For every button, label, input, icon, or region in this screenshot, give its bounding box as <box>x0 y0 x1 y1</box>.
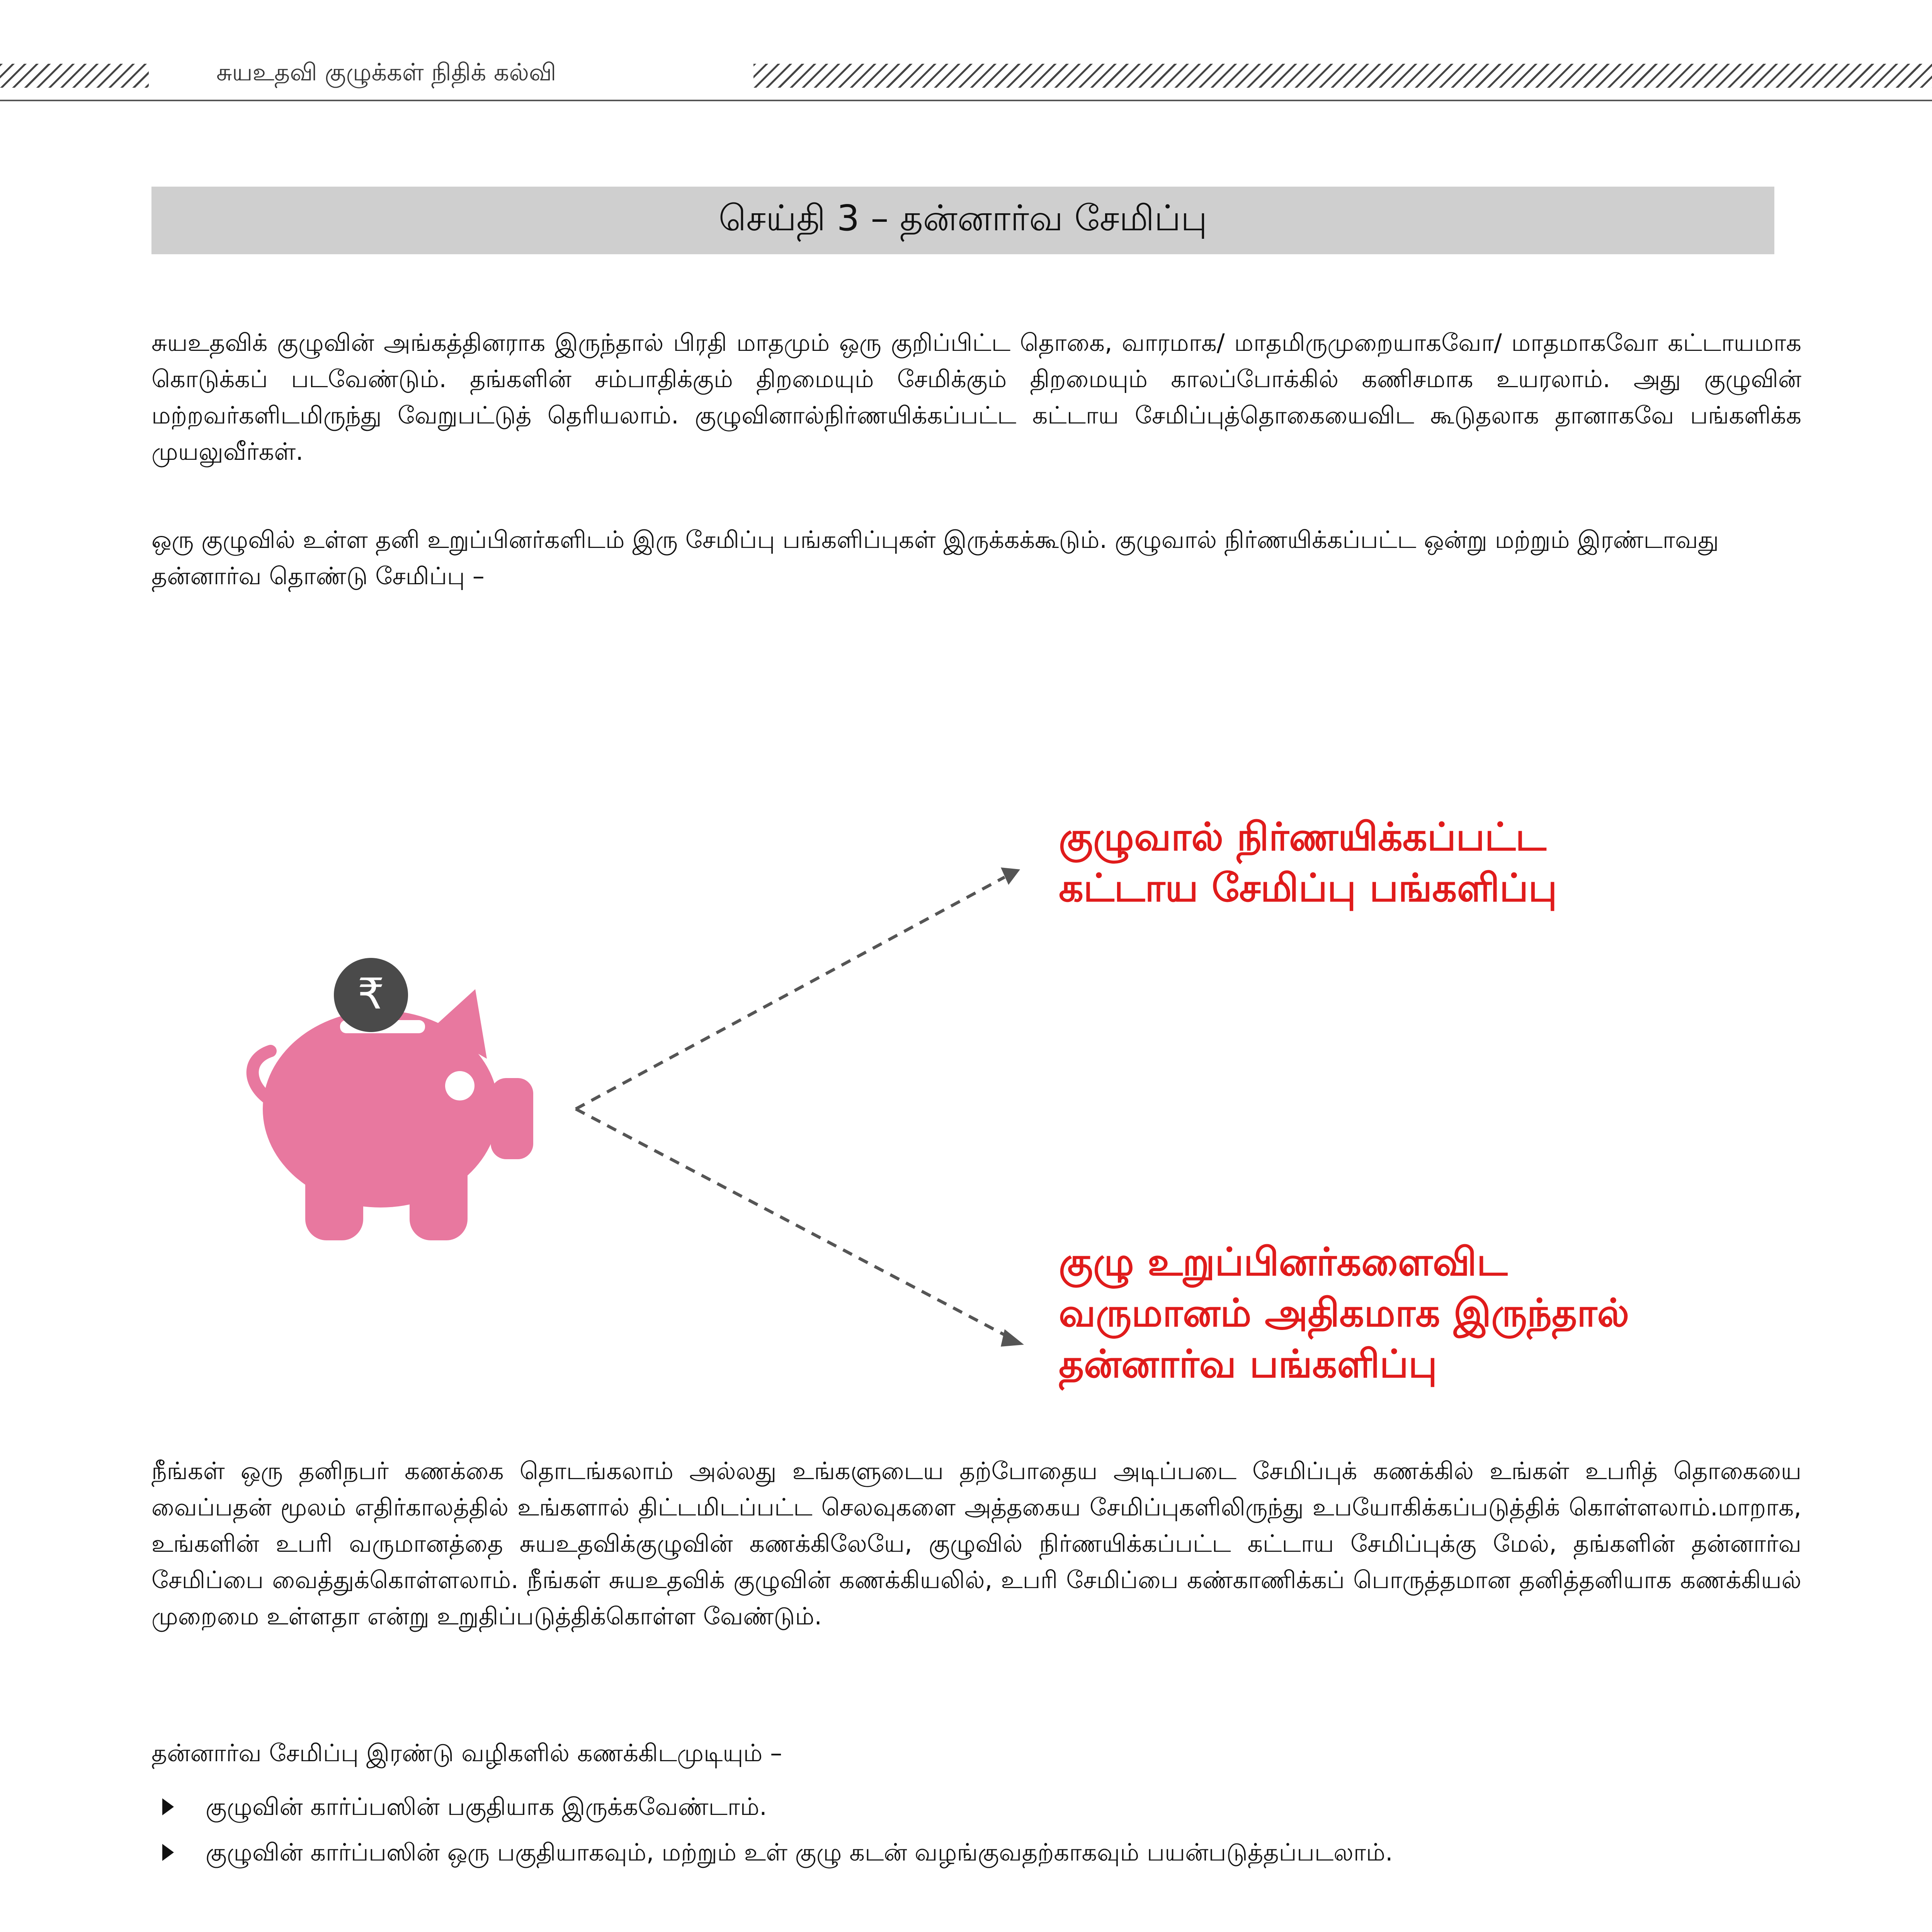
label-voluntary-contribution <box>1059 1236 1629 1389</box>
bullet-list <box>151 1793 1813 1884</box>
bullet-triangle-icon <box>162 1798 174 1815</box>
arrow-to-mandatory <box>576 877 1005 1109</box>
paragraph-intro: சுயஉதவிக் குழுவின் அங்கத்தினராக இருந்தால் பிரதி மாதமும் ஒரு குறிப்பிட்ட தொகை, வாரமாக/ மாதமிருமுறையாகவோ/ மாதமாகவோ கட்டாயமாக கொடுக்கப் படவேண்டும். தங்களின் சம்பாதிக்கும் திறமையும் சேமிக்கும் திறமையும் காலப்போக்கில் கணிசமாக உயரலாம். அது குழுவின் மற்றவர்களிடமிருந்து வேறுபட்டுத் தெரியலாம். குழுவினால்நிர்ணயிக்கப்பட்ட கட்டாய சேமிப்புத்தொகையைவிட கூடுதலாக தானாகவே பங்களிக்க முயலுவீர்கள். <box>151 328 1801 466</box>
label-mandatory-line-1: குழுவால் நிர்ணயிக்கப்பட்ட <box>1059 814 1546 859</box>
bullet-item <box>151 1838 1813 1884</box>
paragraph-individual-account: நீங்கள் ஒரு தனிநபர் கணக்கை தொடங்கலாம் அல்லது உங்களுடைய தற்போதைய அடிப்படை சேமிப்புக் கணக்கில் உங்கள் உபரித் தொகையை வைப்பதன் மூலம் எதிர்காலத்தில் உங்களால் திட்டமிடப்பட்ட செலவுகளை அத்தகைய சேமிப்புகளிலிருந்து உபயோகிக்கப்படுத்திக் கொள்ளலாம்.மாறாக, உங்களின் உபரி வருமானத்தை சுயஉதவிக்குழுவின் கணக்கிலேயே, குழுவில் நிர்ணயிக்கப்பட்ட கட்டாய சேமிப்புக்கு மேல், தங்களின் தன்னார்வ சேமிப்பை வைத்துக்கொள்ளலாம். நீங்கள் சுயஉதவிக் குழுவின் கணக்கியலில், உபரி சேமிப்பை கண்காணிக்கப் பொருத்தமான தனித்தனியாக கணக்கியல் முறைமை உள்ளதா என்று உறுதிப்படுத்திக்கொள்ள வேண்டும். <box>151 1457 1801 1630</box>
label-voluntary-line-2: வருமானம் அதிகமாக இருந்தால் <box>1059 1290 1629 1335</box>
label-voluntary-line-1: குழு உறுப்பினர்களைவிட <box>1059 1239 1508 1284</box>
arrowhead-bottom <box>1001 1329 1024 1347</box>
label-mandatory-line-2: கட்டாய சேமிப்பு பங்களிப்பு <box>1059 865 1557 910</box>
label-mandatory-contribution <box>1059 811 1557 913</box>
rupee-coin-icon <box>334 958 408 1032</box>
piggy-bank-icon <box>253 989 533 1240</box>
bullet-text: குழுவின் கார்ப்பஸின் பகுதியாக இருக்கவேண்டாம். <box>206 1793 767 1821</box>
label-voluntary-line-3: தன்னார்வ பங்களிப்பு <box>1059 1341 1437 1386</box>
bullet-text: குழுவின் கார்ப்பஸின் ஒரு பகுதியாகவும், மற்றும் உள் குழு கடன் வழங்குவதற்காகவும் பயன்படுத்தப்படலாம். <box>206 1838 1393 1866</box>
branch-arrows <box>576 877 1009 1337</box>
paragraph-two-contributions: ஒரு குழுவில் உள்ள தனி உறுப்பினர்களிடம் இரு சேமிப்பு பங்களிப்புகள் இருக்கக்கூடும். குழுவால் நிர்ணயிக்கப்பட்ட ஒன்று மற்றும் இரண்டாவது தன்னார்வ தொண்டு சேமிப்பு – <box>151 526 1719 590</box>
rupee-symbol: ₹ <box>357 969 384 1019</box>
arrow-to-voluntary <box>576 1109 1009 1337</box>
bullet-item <box>151 1793 1813 1838</box>
bullet-triangle-icon <box>162 1844 174 1861</box>
section-title: செய்தி 3 – தன்னார்வ சேமிப்பு <box>718 197 1208 239</box>
header-title: சுயஉதவி குழுக்கள் நிதிக் கல்வி <box>216 58 556 86</box>
paragraph-two-ways: தன்னார்வ சேமிப்பு இரண்டு வழிகளில் கணக்கிடமுடியும் – <box>151 1739 782 1767</box>
